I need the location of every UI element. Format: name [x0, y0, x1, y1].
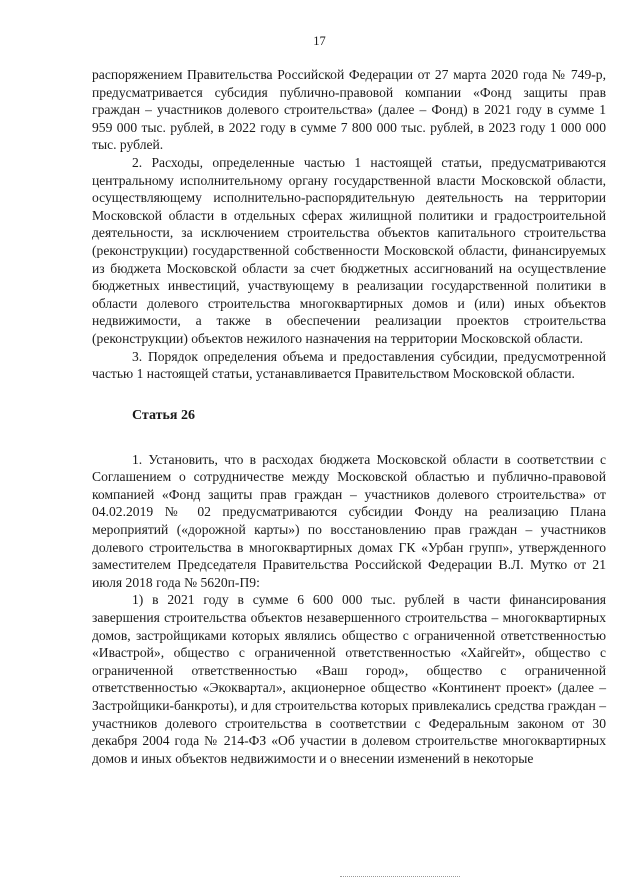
page-number: 17 — [313, 34, 326, 48]
paragraph-continuation: распоряжением Правительства Российской Федерации от 27 марта 2020 года № 749-р, предусматривается субсидия публично-правовой компании «Фонд защиты прав граждан – участников долевого строительства» (далее – Фонд) в 2021 году в сумме 1 959 000 тыс. рублей, в 2022 году в сумме 7 800 000 тыс. рублей, в 2023 году 1 000 000 тыс. рублей. — [92, 67, 606, 153]
paragraph-article-26-part-1: 1. Установить, что в расходах бюджета Московской области в соответствии с Соглашением о сотрудничестве между Московской областью и публично-правовой компанией «Фонд защиты прав граждан – участников долевого строительства» от 04.02.2019 № 02 предусматриваются субсидии Фонду на реализацию Плана мероприятий («дорожной карты») по восстановлению прав граждан – участников долевого строительства в многоквартирных домах ГК «Урбан групп», утвержденного заместителем Председателя Правительства Российской Федерации В.Л. Мутко от 21 июля 2018 года № 5620п-П9: — [92, 451, 606, 590]
article-title: Статья 26 — [132, 407, 195, 423]
paragraph-item-1: 1) в 2021 году в сумме 6 600 000 тыс. рублей в части финансирования завершения строительства объектов незавершенного строительства – многоквартирных домов, застройщиками которых являлись общество с ограниченной ответственностью «Ивастрой», общество с ограниченной ответственностью «Хайгейт», общество с ограниченной ответственностью «Ваш город», общество с ограниченной ответственностью «Экоквартал», акционерное общество «Континент проект» (далее – Застройщики-банкроты), и для строительства которых привлекались средства граждан – участников долевого строительства в соответствии с Федеральным законом от 30 декабря 2004 года № 214-ФЗ «Об участии в долевом строительстве многоквартирных домов и иных объектов недвижимости и о внесении изменений в некоторые — [92, 592, 606, 766]
paragraph-part-3: 3. Порядок определения объема и предоставления субсидии, предусмотренной частью 1 настоящей статьи, устанавливается Правительством Московской области. — [92, 348, 606, 382]
document-body — [92, 66, 606, 767]
scan-artifact-line — [340, 876, 460, 878]
paragraph-part-2: 2. Расходы, определенные частью 1 настоящей статьи, предусматриваются центральному исполнительному органу государственной власти Московской области, осуществляющему исполнительно-распорядительную деятельность на территории Московской области в отдельных сферах жилищной политики и градостроительной деятельности, за исключением строительства объектов капитального строительства (реконструкции) государственной собственности Московской области, финансируемых из бюджета Московской области за счет бюджетных ассигнований на осуществление бюджетных инвестиций, участвующему в реализации государственной политики в области долевого строительства многоквартирных домов и (или) иных объектов недвижимости, а также в обеспечении реализации проектов строительства (реконструкции) объектов нежилого назначения на территории Московской области. — [92, 154, 606, 346]
